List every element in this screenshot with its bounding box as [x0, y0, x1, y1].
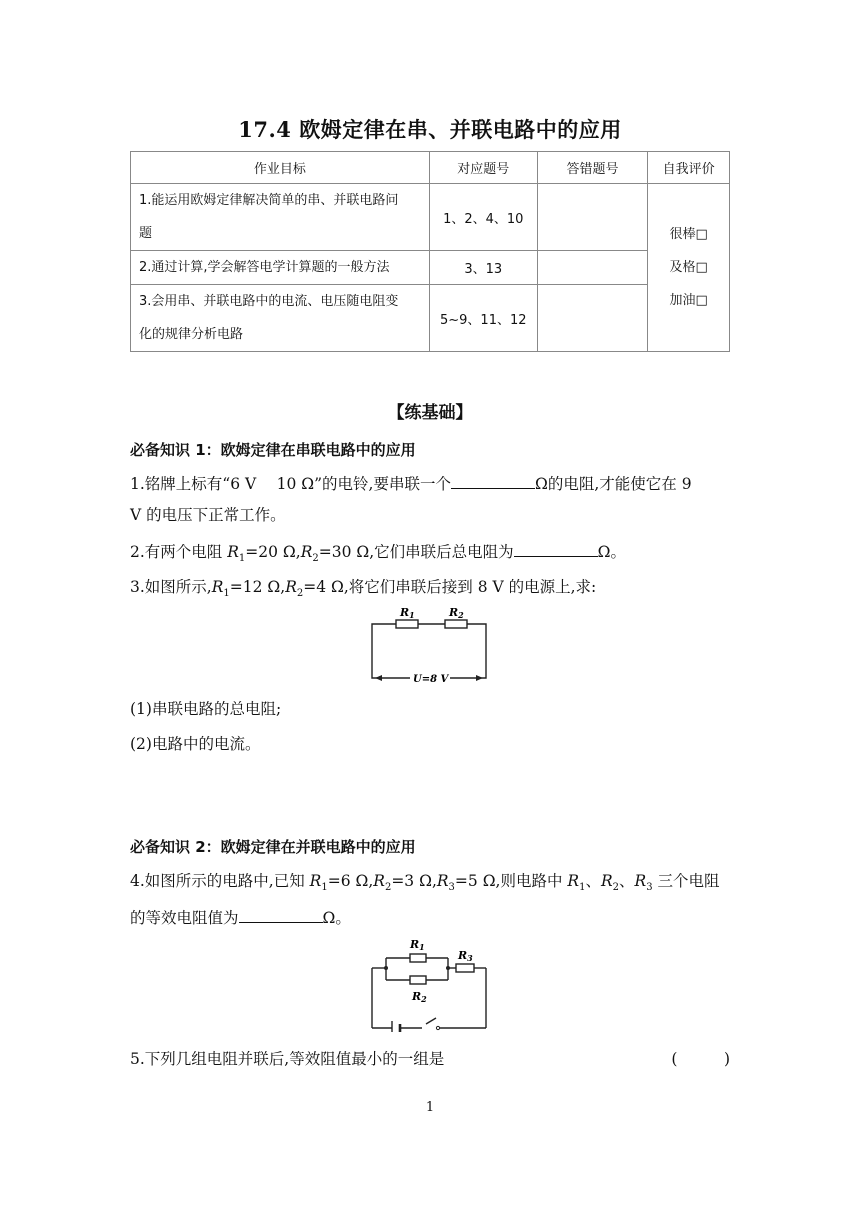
question-numbers: 5~9、11、12: [429, 285, 537, 352]
svg-text:R3: R3: [458, 949, 473, 963]
knowledge-heading-2: 必备知识 2：欧姆定律在并联电路中的应用: [130, 838, 416, 856]
resistor-r3: [456, 964, 474, 972]
objectives-table: [130, 151, 730, 352]
resistor-r1: [396, 620, 418, 628]
svg-text:R1: R1: [400, 606, 415, 620]
question-4: 4.如图所示的电路中,已知 $R_1=6$ $\Omega,R_2=3$ $\Omega,R_3=5$ Ω,则电路中 $R_1$、$R_2$、$R_3$ 三个电阻 的等效电阻值为 Ω。: [130, 872, 720, 928]
eval-option[interactable]: 很棒□: [669, 227, 708, 242]
table-header: 作业目标: [131, 152, 430, 184]
section-title: 【练基础】: [387, 403, 473, 423]
answer-bracket[interactable]: ( ): [671, 1050, 730, 1068]
parallel-circuit-diagram: [366, 932, 492, 1032]
eval-option[interactable]: 加油□: [669, 293, 708, 308]
svg-text:R2: R2: [449, 606, 464, 620]
question-numbers: 3、13: [429, 251, 537, 285]
self-evaluation-cell: [648, 184, 730, 352]
question-2: 2.有两个电阻 $R_1=20$ $\Omega,R_2=30$ Ω,它们串联后总电阻为 Ω。: [130, 543, 627, 565]
goal-text: 题: [139, 226, 153, 241]
answer-blank[interactable]: [239, 907, 323, 923]
answer-blank[interactable]: [514, 541, 598, 557]
question-1: 1.铭牌上标有“6 V 10 Ω”的电铃,要串联一个 Ω的电阻,才能使它在 9 V 的电压下正常工作。: [130, 475, 692, 524]
wrong-answers-cell[interactable]: [537, 285, 648, 352]
question-3-part-2: (2)电路中的电流。: [130, 735, 261, 753]
table-header: 对应题号: [429, 152, 537, 184]
eval-option[interactable]: 及格□: [669, 260, 708, 275]
goal-text: 3.会用串、并联电路中的电流、电压随电阻变: [139, 294, 399, 309]
table-header-row: [131, 152, 730, 184]
resistor-r1: [410, 954, 426, 962]
wrong-answers-cell[interactable]: [537, 184, 648, 251]
question-3-part-1: (1)串联电路的总电阻;: [130, 700, 282, 718]
goal-text: 1.能运用欧姆定律解决简单的串、并联电路问: [139, 193, 399, 208]
resistor-r2: [445, 620, 467, 628]
wrong-answers-cell[interactable]: [537, 251, 648, 285]
svg-text:R1: R1: [410, 938, 425, 952]
switch: [436, 1026, 439, 1029]
question-numbers: 1、2、4、10: [429, 184, 537, 251]
page-number: 1: [425, 1100, 435, 1115]
goal-cell: [131, 285, 430, 352]
goal-cell: [131, 184, 430, 251]
goal-text: 2.通过计算,学会解答电学计算题的一般方法: [139, 260, 390, 275]
answer-blank[interactable]: [451, 473, 535, 489]
question-5: 5.下列几组电阻并联后,等效阻值最小的一组是 ( ): [130, 1046, 730, 1072]
resistor-r2: [410, 976, 426, 984]
table-header: 答错题号: [537, 152, 648, 184]
series-circuit-diagram: [366, 604, 492, 688]
table-row: [131, 251, 730, 285]
knowledge-heading-1: 必备知识 1：欧姆定律在串联电路中的应用: [130, 441, 416, 459]
goal-cell: [131, 251, 430, 285]
goal-text: 化的规律分析电路: [139, 327, 244, 342]
voltage-label: U=8 V: [413, 674, 449, 685]
table-header: 自我评价: [648, 152, 730, 184]
question-3: 3.如图所示$,R_1=12$ $\Omega,R_2=4$ Ω,将它们串联后接到 8 V 的电源上,求:: [130, 578, 597, 600]
svg-text:R2: R2: [412, 990, 427, 1004]
table-row: [131, 184, 730, 251]
table-row: [131, 285, 730, 352]
page-title: 17.4 欧姆定律在串、并联电路中的应用: [238, 117, 622, 142]
